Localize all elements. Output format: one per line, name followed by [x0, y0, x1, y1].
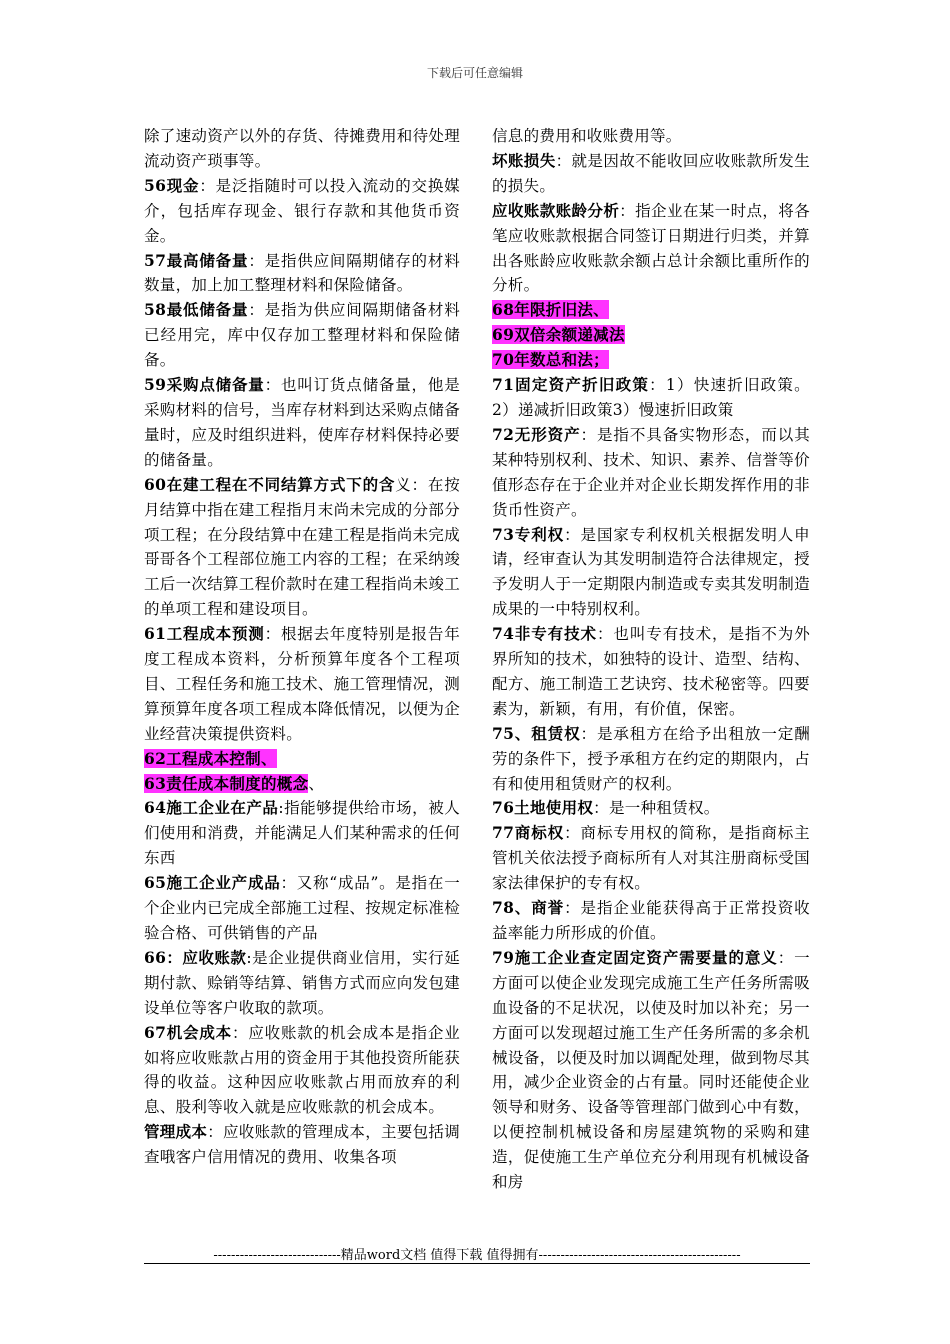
term-label: 75、租赁权: [492, 723, 581, 743]
highlighted-term: 69双倍余额递减法: [492, 325, 625, 345]
term-label: 60在建工程在不同结算方式下的含: [144, 474, 396, 494]
paragraph: [492, 946, 810, 1195]
term-definition: ：是指供应间隔期储存的材料数量，加上加工整理材料和保险储备。: [144, 251, 460, 295]
term-definition: ：是国家专利权机关根据发明人申请，经审查认为其发明制造符合法律规定，授予发明人于一定期限内制造或专卖其发明制造成果的一中特别权利。: [492, 525, 810, 619]
paragraph: [144, 747, 460, 772]
paragraph: [144, 622, 460, 747]
term-definition: ：根据去年度特别是报告年度工程成本资料，分析预算年度各个工程项目、工程任务和施工技术、施工管理情况，测算预算年度各项工程成本降低情况，以便为企业经营决策提供资料。: [144, 625, 461, 743]
paragraph: [144, 1021, 460, 1121]
term-definition: ：应收账款的机会成本是指企业如将应收账款占用的资金用于其他投资所能获得的收益。这种因应收账款占用而放弃的利息、股利等收入就是应收账款的机会成本。: [144, 1023, 461, 1117]
paragraph: [144, 796, 460, 871]
left-column: [144, 124, 460, 1170]
paragraph: [492, 896, 810, 946]
term-label: 坏账损失: [492, 150, 556, 170]
paragraph: [492, 523, 810, 623]
term-label: 65施工企业产成品: [144, 873, 281, 893]
term-definition: ：是指为供应间隔期储备材料已经用完，库中仅存加工整理材料和保险储备。: [144, 301, 460, 370]
paragraph: [144, 871, 460, 946]
term-definition: ：1）快速折旧政策。2）递减折旧政策3）慢速折旧政策: [492, 376, 810, 419]
term-label: 管理成本: [144, 1122, 208, 1142]
paragraph: [144, 373, 460, 473]
term-definition: ：也叫订货点储备量，他是采购材料的信号，当库存材料到达采购点储备量时，应及时组织进料，使库存材料保持必要的储备量。: [144, 376, 461, 469]
term-definition: ：是指企业能获得高于正常投资收益率能力所形成的价值。: [492, 899, 810, 942]
term-definition: ：就是因故不能收回应收账款所发生的损失。: [492, 151, 810, 195]
term-definition: ：是泛指随时可以投入流动的交换媒介，包括库存现金、银行存款和其他货币资金。: [144, 176, 460, 245]
term-definition: ：应收账款的管理成本，主要包括调查哦客户信用情况的费用、收集各项: [144, 1123, 461, 1167]
paragraph: [144, 174, 460, 249]
paragraph: [144, 946, 460, 1021]
highlighted-term: 70年数总和法；: [492, 350, 609, 370]
term-label: 72无形资产: [492, 424, 581, 444]
term-label: 61工程成本预测: [144, 624, 265, 644]
page-footer: -----------------------------精品word文档 值得下载 值得拥有----------------------------------------------: [213, 1248, 741, 1263]
term-definition: ：是承租方在给予出租放一定酬劳的条件下，授予承租方在约定的期限内，占有和使用租赁财产的权利。: [492, 724, 810, 793]
paragraph: [144, 249, 460, 299]
paragraph: [492, 622, 810, 722]
term-label: 77商标权: [492, 823, 565, 843]
term-label: 58最低储备量: [144, 300, 249, 320]
highlighted-term: 62工程成本控制、: [144, 748, 277, 768]
footer-rule: [144, 1263, 810, 1264]
paragraph: [492, 722, 810, 797]
term-definition: ：也叫专有技术，是指不为外界所知的技术，如独特的设计、造型、结构、配方、施工制造工艺诀窍、技术秘密等。四要素为，新颖，有用，有价值，保密。: [492, 625, 810, 718]
page-header: 下载后可任意编辑: [426, 66, 523, 80]
paragraph: [492, 323, 810, 348]
term-definition: ：是指不具备实物形态，而以其某种特别权利、技术、知识、素养、信誉等价值形态存在于企业并对企业长期发挥作用的非货币性资产。: [492, 425, 810, 519]
paragraph: [492, 298, 810, 323]
term-definition: 除了速动资产以外的存货、待摊费用和待处理流动资产琐事等。: [144, 127, 461, 170]
paragraph: [144, 772, 460, 797]
term-definition: 、: [308, 774, 325, 793]
term-label: 56现金: [144, 175, 200, 195]
term-label: 76土地使用权: [492, 798, 594, 818]
term-definition: 信息的费用和收账费用等。: [492, 127, 682, 145]
term-label: 59采购点储备量: [144, 375, 265, 395]
term-definition: ：一方面可以使企业发现完成施工生产任务所需吸血设备的不足状况，以使及时加以补充；另一方面可以发现超过施工生产任务所需的多余机械设备，以便及时加以调配处理，做到物尽其用，减少企业资金的占有量。同时还能使企业领导和财务、设备等管理部门做到心中有数，以便控制机械设备和房屋建筑物的采购和建造，促使施工生产单位充分利用现有机械设备和房: [492, 948, 810, 1192]
paragraph: [144, 298, 460, 373]
term-label: 74非专有技术: [492, 624, 597, 644]
term-definition: :是企业提供商业信用，实行延期付款、赊销等结算、销售方式而应向发包建设单位等客户收取的款项。: [144, 948, 461, 1017]
term-label: 73专利权: [492, 524, 565, 544]
paragraph: [492, 199, 810, 299]
paragraph: [492, 821, 810, 896]
term-definition: ：是一种租赁权。: [593, 799, 720, 818]
right-column: [492, 124, 810, 1195]
paragraph: [144, 473, 460, 622]
term-label: 67机会成本: [144, 1022, 232, 1042]
paragraph: [492, 423, 810, 523]
term-label: 78、商誉: [492, 898, 565, 918]
paragraph: [144, 124, 460, 174]
term-definition: ：又称“成品”。是指在一个企业内已完成全部施工过程、按规定标准检验合格、可供销售的产品: [144, 874, 461, 942]
term-definition: ：商标专用权的简称，是指商标主管机关依法授予商标所有人对其注册商标受国家法律保护的专有权。: [492, 824, 810, 893]
term-label: 应收账款账龄分析: [492, 200, 620, 220]
highlighted-term: 63责任成本制度的概念: [144, 773, 309, 793]
term-label: 79施工企业查定固定资产需要量的意义: [492, 947, 778, 967]
term-label: 64施工企业在产品: [144, 798, 279, 818]
term-label: 66：应收账款: [144, 947, 247, 967]
paragraph: [492, 124, 810, 149]
term-definition: :指能够提供给市场，被人们使用和消费，并能满足人们某种需求的任何东西: [144, 799, 461, 868]
term-label: 71固定资产折旧政策: [492, 375, 650, 395]
term-definition: 义：在按月结算中指在建工程指月末尚未完成的分部分项工程；在分段结算中在建工程是指尚未完成哥哥各个工程部位施工内容的工程；在采纳竣工后一次结算工程价款时在建工程指尚未竣工的单项工程和建设项目。: [144, 475, 461, 619]
paragraph: [492, 149, 810, 199]
term-label: 57最高储备量: [144, 250, 249, 270]
term-definition: ：指企业在某一时点，将各笔应收账款根据合同签订日期进行归类，并算出各账龄应收账款余额占总计余额比重所作的分析。: [492, 201, 810, 295]
paragraph: [144, 1120, 460, 1170]
paragraph: [492, 373, 810, 423]
highlighted-term: 68年限折旧法、: [492, 300, 609, 320]
paragraph: [492, 796, 810, 821]
paragraph: [492, 348, 810, 373]
